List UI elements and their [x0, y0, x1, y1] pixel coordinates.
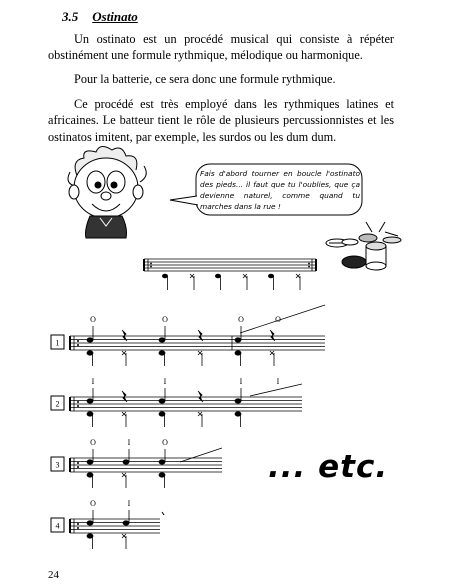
paragraph-definition: Un ostinato est un procédé musical qui consiste à répéter obstinément une formule rythmique, mélodique ou harmonique. [48, 32, 394, 63]
ostinato-staff [144, 259, 316, 271]
articulation-mark: I [163, 377, 167, 386]
articulation-mark: O [275, 315, 281, 324]
exercise-number: 1 [55, 338, 60, 348]
drum-kit-icon [326, 222, 401, 270]
page-number: 24 [48, 569, 59, 581]
articulation-mark: O [238, 315, 244, 324]
exercise-2-staff [70, 384, 302, 411]
articulation-mark: O [162, 315, 168, 324]
hihat-foot-note [296, 274, 300, 278]
exercise-1-notes [87, 326, 275, 366]
bass-drum-note [268, 274, 273, 278]
exercise-number: 3 [55, 460, 60, 470]
articulation-mark: I [127, 499, 131, 508]
exercise-1-staff [70, 305, 325, 350]
exercise-number: 4 [55, 521, 60, 531]
exercise-4-staff [70, 512, 164, 533]
paragraph-usage: Ce procédé est très employé dans les rythmiques latines et africaines. Le batteur tient le rôle de plusieurs percussionnistes et les ostinatos imitent, par exemple, les surdos ou les dum dum. [48, 97, 394, 144]
articulation-mark: O [90, 499, 96, 508]
hihat-foot-note [243, 274, 247, 278]
speech-bubble-text: Fais d'abord tourner en boucle l'ostinato des pieds... il faut que tu l'oublies, que ça devienne naturel, comme quand tu marches dans la rue ! [200, 169, 360, 211]
bass-drum-note [162, 274, 167, 278]
ostinato-notes [162, 274, 300, 290]
paragraph-drums: Pour la batterie, ce sera donc une formule rythmique. [74, 72, 336, 86]
bass-drum-note [215, 274, 220, 278]
articulation-mark: O [90, 315, 96, 324]
articulation-mark: I [91, 377, 95, 386]
articulation-mark: O [90, 438, 96, 447]
cartoon-character [68, 146, 146, 238]
hihat-foot-note [190, 274, 194, 278]
section-number: 3.5 [62, 9, 79, 24]
articulation-mark: I [239, 377, 243, 386]
exercise-number-boxes [51, 335, 64, 532]
etc-label: ... etc. [268, 449, 389, 485]
exercise-number: 2 [55, 399, 60, 409]
articulation-mark: I [276, 377, 280, 386]
articulation-mark: O [162, 438, 168, 447]
section-title: Ostinato [92, 9, 138, 24]
articulation-mark: I [127, 438, 131, 447]
